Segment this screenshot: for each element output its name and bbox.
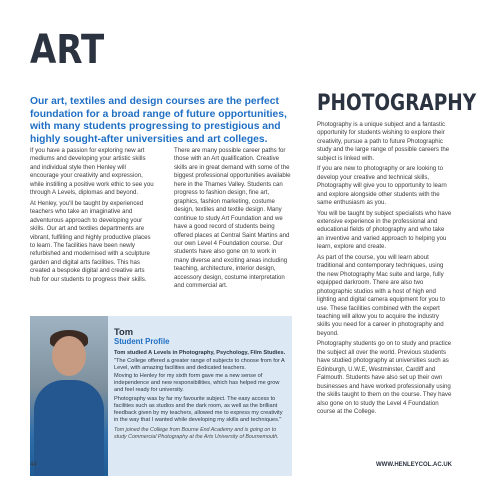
intro-heading: Our art, textiles and design courses are the perfect foundation for a broad range of future opportunities, with many students progressing to prestigious and highly sought-after universities and art colleges.: [30, 96, 287, 146]
paragraph: At Henley, you'll be taught by experienced teachers who take an imaginative and adventurous approach to developing your skills. Our art and textiles departments are vibrant, fulfilling and highly productive places to learn. The facilities have been newly refurbished and modernised with a sculpture garden and digital arts facilities. This has created a bespoke digital and creative arts hub for our students to progress their skills.: [30, 199, 151, 283]
profile-quote: Photography was by far my favourite subject. The easy access to facilities such as studios and the dark room, as well as the brilliant feedback given by my teachers, allowed me to express my creativity in the way that I wanted while developing my skills and techniques.": [114, 395, 283, 423]
profile-role: Student Profile: [114, 337, 170, 346]
student-profile-card: [30, 316, 292, 476]
paragraph: Photography is a unique subject and a fantastic opportunity for students wishing to explore their creativity, pursue a path to future Photographic study and the large range of possible careers the subject is linked with.: [317, 121, 450, 162]
photography-title: PHOTOGRAPHY: [317, 91, 477, 116]
student-photo: [30, 316, 108, 476]
profile-note: Tom joined the College from Bourne End Academy and is going on to study Commercial Photography at the Arts University of Bournemouth.: [114, 426, 279, 440]
paragraph: If you have a passion for exploring new art mediums and developing your artistic skills and individual style then Henley will encourage your creativity and expression, while instilling a positive work ethic to see you through A Levels, diplomas and beyond.: [30, 147, 154, 197]
paragraph: If you are new to photography or are looking to develop your creative and technical skills, Photography will give you to opportunity to learn and explore alongside other students with the same enthusiasm as you.: [317, 165, 447, 207]
profile-quote: "The College offered a greater range of subjects to choose from for A Level, with amazing facilities and dedicated teachers.: [114, 358, 285, 372]
profile-lead: Tom studied A Levels in Photography, Psychology, Film Studies.: [114, 350, 286, 356]
page-number: 44: [30, 462, 37, 468]
paragraph: Photography students go on to study and practice the subject all over the world. Previous students have studied photography at universities such as Edinburgh, U.W.E, Westminster, Cardiff and Falmouth. Students have also set up their own businesses and have worked professionally using the skills taught to them on the course. They have also gone on to study the Level 4 Foundation course at the College.: [317, 340, 452, 415]
profile-quote: Moving to Henley for my sixth form gave me a new sense of independence and new responsibilities, which has helped me grow and feel ready for university.: [114, 373, 280, 394]
profile-text: [114, 326, 286, 441]
head-shape: [52, 336, 86, 376]
page-title: ART: [30, 27, 105, 73]
website-link[interactable]: WWW.HENLEYCOL.AC.UK: [376, 462, 452, 468]
body-column-1: [30, 147, 155, 286]
paragraph: There are many possible career paths for those with an Art qualification. Creative skills are in great demand with some of the biggest professional opportunities available here in the Thames Valley. Students can progress to fashion design, fine art, graphics, fashion marketing, costume design, textiles and textile design. Many continue to study Art Foundation and we have a good record of students being offered places at Central Saint Martins and our own Level 4 Foundation course. Our students have also gone on to work in many diverse and exciting areas including teaching, architecture, interior design, accessory design, costume interpretation and commercial art.: [174, 147, 291, 290]
profile-name: Tom: [114, 326, 134, 337]
body-shape: [34, 380, 104, 476]
body-column-2: [174, 147, 292, 293]
photography-column: [317, 121, 452, 418]
paragraph: You will be taught by subject specialists who have extensive experience in the professional and educational fields of photography and who take an inventive and varied approach to helping you learn, explore and create.: [317, 209, 452, 251]
paragraph: As part of the course, you will learn about traditional and contemporary techniques, using the new Photography Mac suite and large, fully equipped darkroom. There are also two photographic studios with a host of high end lighting and digital camera equipment for you to use. These facilities combined with the expert teaching will allow you to acquire the industry skills you need for a career in photography and beyond.: [317, 253, 446, 337]
